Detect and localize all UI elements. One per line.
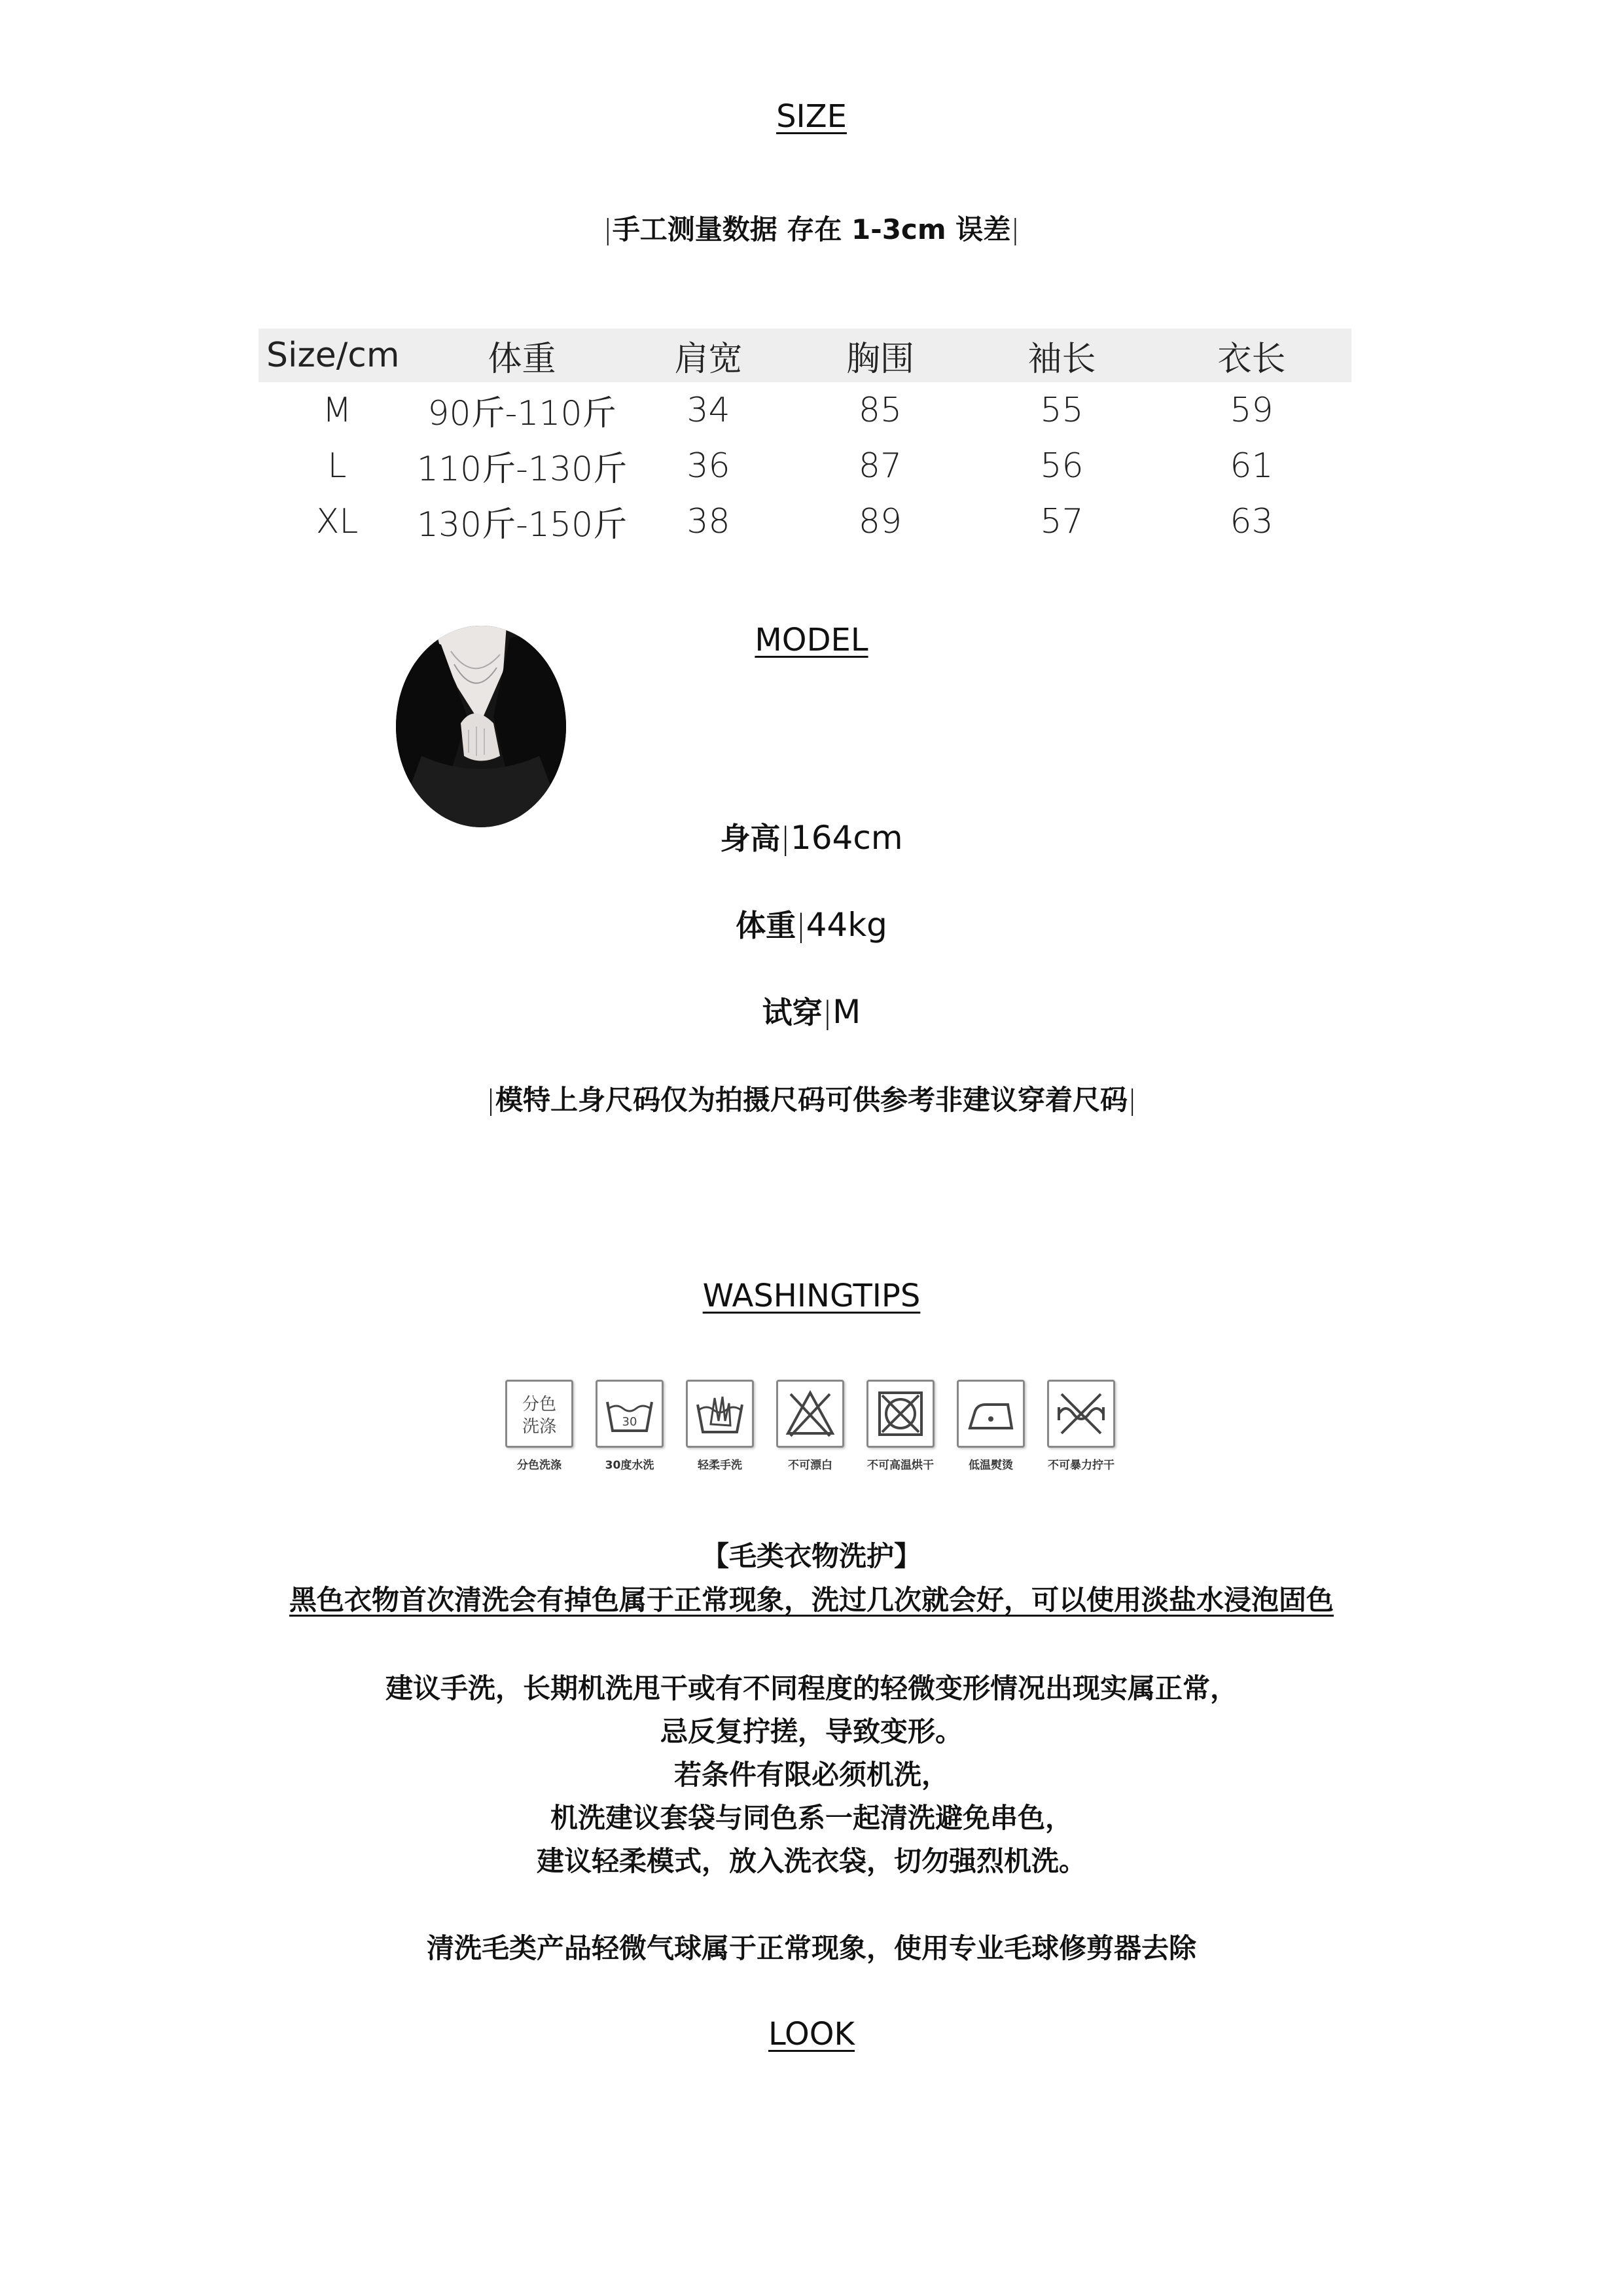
height-value: 164cm [790,819,903,857]
cell-sleeve: 57 [1040,501,1084,541]
model-tryon [0,989,1623,1032]
low-iron-icon [962,1385,1020,1443]
cell-length: 59 [1230,390,1274,430]
table-row [259,493,1351,549]
color-separate-item [494,1380,584,1484]
no-bleach-item [765,1380,855,1484]
height-label: 身高 [720,821,781,856]
size-table-header-row [259,329,1351,382]
care-line: 忌反复拧搓，导致变形。 [660,1715,963,1748]
size-heading: SIZE [776,98,847,135]
note-bar-left: | [603,213,613,245]
cell-sleeve: 56 [1040,446,1084,486]
wash-label: 不可高温烘干 [867,1459,934,1472]
note-bar-right: | [1010,213,1020,245]
washing-heading: WASHINGTIPS [702,1278,921,1314]
cell-shoulder: 36 [687,446,730,486]
cell-chest: 89 [858,501,902,541]
no-tumble-dry-item [855,1380,946,1484]
size-measure-note [0,208,1623,247]
disclaimer-text: 模特上身尺码仅为拍摄尺码可供参考非建议穿着尺码 [495,1084,1128,1116]
care-pilling: 清洗毛类产品轻微气球属于正常现象，使用专业毛球修剪器去除 [426,1932,1196,1964]
header-shoulder: 肩宽 [628,329,789,382]
color-separate-icon [510,1385,568,1443]
wash-label: 轻柔手洗 [698,1459,742,1472]
cell-chest: 85 [858,390,902,430]
wash-30-icon [601,1385,658,1443]
cell-shoulder: 34 [687,390,730,430]
cell-weight: 90斤-110斤 [427,394,616,433]
size-table [259,329,1351,549]
cell-chest: 87 [858,446,902,486]
care-line: 建议轻柔模式，放入洗衣袋，切勿强烈机洗。 [536,1845,1086,1877]
table-row [259,438,1351,493]
wash-label: 30度水洗 [605,1459,654,1472]
no-wring-icon [1052,1385,1110,1443]
wash-label: 分色洗涤 [517,1459,562,1472]
model-heading: MODEL [755,622,868,658]
wash-30-item [584,1380,675,1484]
hand-wash-item [675,1380,765,1484]
cell-size: L [327,446,347,486]
wash-label: 不可漂白 [788,1459,832,1472]
tryon-value: M [832,993,861,1031]
table-row [259,382,1351,438]
header-chest: 胸围 [789,329,972,382]
wash-label: 低温熨烫 [969,1459,1013,1472]
tryon-label: 试穿 [762,995,823,1030]
wash-30-glyph: 30 [622,1415,637,1429]
look-heading: LOOK [768,2016,855,2053]
tryon-bar: | [822,995,833,1030]
cell-weight: 130斤-150斤 [416,505,628,545]
care-line: 若条件有限必须机洗， [673,1759,949,1791]
header-size: Size/cm [259,329,416,382]
model-disclaimer [0,1079,1623,1118]
cell-length: 61 [1230,446,1274,486]
care-lead: 黑色衣物首次清洗会有掉色属于正常现象，洗过几次就会好，可以使用淡盐水浸泡固色 [289,1584,1334,1616]
no-wring-item [1036,1380,1126,1484]
note-text: 手工测量数据 存在 1-3cm 误差 [612,213,1011,245]
weight-bar: | [796,908,806,943]
disclaimer-bar-right: | [1128,1084,1137,1116]
no-tumble-dry-icon [872,1385,929,1443]
care-title: 【毛类衣物洗护】 [701,1540,921,1572]
no-bleach-icon [781,1385,839,1443]
cell-size: XL [315,501,359,541]
height-bar: | [780,821,791,856]
washing-icons [494,1380,1126,1484]
care-line: 机洗建议套袋与同色系一起清洗避免串色， [550,1802,1073,1834]
cell-shoulder: 38 [687,501,730,541]
model-weight [0,902,1623,945]
cell-sleeve: 55 [1040,390,1084,430]
cell-size: M [322,390,352,430]
color-separate-glyph-top: 分色 [522,1395,557,1414]
cell-weight: 110斤-130斤 [416,450,628,489]
cell-length: 63 [1230,501,1274,541]
disclaimer-bar-left: | [486,1084,495,1116]
model-height [0,815,1623,858]
hand-wash-icon [691,1385,749,1443]
care-line: 建议手洗，长期机洗甩干或有不同程度的轻微变形情况出现实属正常， [385,1672,1238,1704]
wash-label: 不可暴力拧干 [1048,1459,1115,1472]
header-sleeve: 袖长 [972,329,1152,382]
low-iron-item [946,1380,1036,1484]
weight-label: 体重 [736,908,796,943]
header-weight: 体重 [416,329,628,382]
header-length: 衣长 [1152,329,1351,382]
color-separate-glyph-bottom: 洗涤 [522,1417,557,1437]
weight-value: 44kg [806,906,887,944]
